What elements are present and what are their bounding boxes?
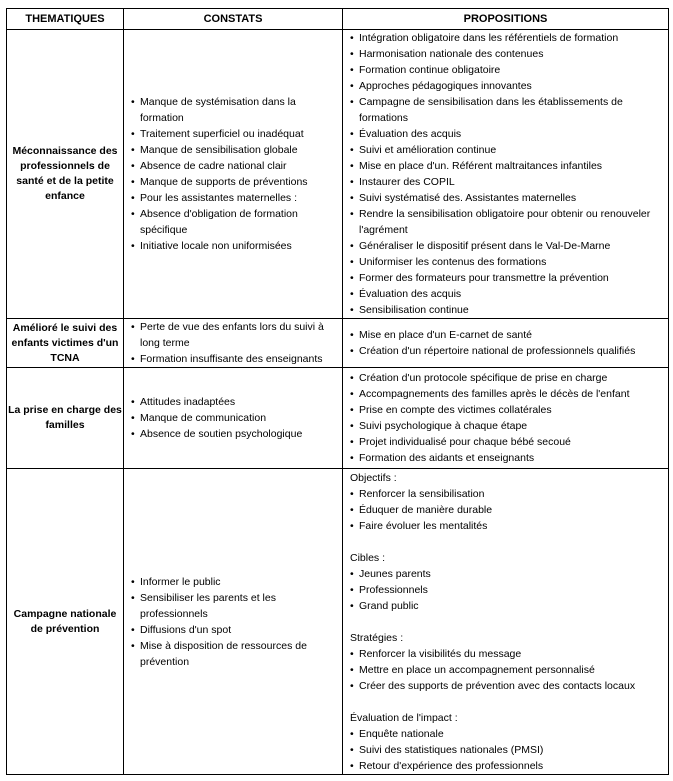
group-title: Stratégies : — [350, 632, 404, 644]
list-item: • Absence d'obligation de formation spécifique — [131, 206, 338, 238]
list-item: • Créer des supports de prévention avec des contacts locaux — [350, 678, 664, 694]
list-item: • Intégration obligatoire dans les référentiels de formation — [350, 30, 664, 46]
list-item: • Absence de cadre national clair — [131, 158, 338, 174]
list-item: • Uniformiser les contenus des formations — [350, 254, 664, 270]
list-item: • Retour d'expérience des professionnels — [350, 758, 664, 774]
propositions-list — [343, 726, 668, 774]
constats-cell — [124, 469, 343, 775]
list-item: • Campagne de sensibilisation dans les établissements de formations — [350, 94, 664, 126]
list-item: • Mise à disposition de ressources de prévention — [131, 638, 338, 670]
constats-cell — [124, 30, 343, 319]
constats-cell — [124, 319, 343, 368]
list-item: • Jeunes parents — [350, 566, 664, 582]
list-item: • Sensibiliser les parents et les professionnels — [131, 590, 338, 622]
list-item: • Initiative locale non uniformisées — [131, 238, 338, 254]
theme-cell: Méconnaissance des professionnels de santé et de la petite enfance — [7, 30, 124, 319]
propositions-cell — [343, 30, 669, 319]
propositions-table — [6, 8, 669, 775]
list-item: • Manque de supports de préventions — [131, 174, 338, 190]
list-item: • Traitement superficiel ou inadéquat — [131, 126, 338, 142]
header-constats: CONSTATS — [124, 9, 343, 30]
list-item: • Suivi des statistiques nationales (PMSI) — [350, 742, 664, 758]
list-item: • Suivi systématisé des. Assistantes maternelles — [350, 190, 664, 206]
propositions-cell — [343, 319, 669, 368]
list-item: • Attitudes inadaptées — [131, 394, 338, 410]
list-item: • Sensibilisation continue — [350, 302, 664, 318]
list-item: • Création d'un protocole spécifique de prise en charge — [350, 370, 664, 386]
list-item: • Projet individualisé pour chaque bébé secoué — [350, 434, 664, 450]
group-strategies — [343, 630, 668, 694]
list-item: • Formation continue obligatoire — [350, 62, 664, 78]
propositions-cell — [343, 368, 669, 469]
header-thematiques: THEMATIQUES — [7, 9, 124, 30]
propositions-list — [343, 327, 668, 359]
list-item: • Enquête nationale — [350, 726, 664, 742]
list-item: • Perte de vue des enfants lors du suivi à long terme — [131, 319, 338, 351]
list-item: • Généraliser le dispositif présent dans le Val-De-Marne — [350, 238, 664, 254]
list-item: • Absence de soutien psychologique — [131, 426, 338, 442]
list-item: • Évaluation des acquis — [350, 286, 664, 302]
list-item: • Renforcer la visibilités du message — [350, 646, 664, 662]
list-item: • Manque de communication — [131, 410, 338, 426]
theme-cell: La prise en charge des familles — [7, 368, 124, 469]
list-item: • Diffusions d'un spot — [131, 622, 338, 638]
constats-list — [124, 94, 342, 254]
list-item: • Mise en place d'un E-carnet de santé — [350, 327, 664, 343]
group-evaluation — [343, 710, 668, 774]
constats-list — [124, 574, 342, 670]
table-row — [7, 368, 669, 469]
theme-cell: Amélioré le suivi des enfants victimes d'un TCNA — [7, 319, 124, 368]
constats-list — [124, 319, 342, 367]
list-item: • Professionnels — [350, 582, 664, 598]
propositions-cell — [343, 469, 669, 775]
list-item: • Accompagnements des familles après le décès de l'enfant — [350, 386, 664, 402]
list-item: • Former des formateurs pour transmettre la prévention — [350, 270, 664, 286]
group-objectifs — [343, 470, 668, 534]
table-row — [7, 319, 669, 368]
propositions-list — [343, 566, 668, 614]
list-item: • Manque de sensibilisation globale — [131, 142, 338, 158]
list-item: • Informer le public — [131, 574, 338, 590]
list-item: • Approches pédagogiques innovantes — [350, 78, 664, 94]
list-item: • Évaluation des acquis — [350, 126, 664, 142]
list-item: • Manque de systémisation dans la formation — [131, 94, 338, 126]
group-title: Cibles : — [350, 552, 386, 564]
list-item: • Instaurer des COPIL — [350, 174, 664, 190]
list-item: • Grand public — [350, 598, 664, 614]
list-item: • Pour les assistantes maternelles : — [131, 190, 338, 206]
list-item: • Éduquer de manière durable — [350, 502, 664, 518]
list-item: • Formation des aidants et enseignants — [350, 450, 664, 466]
propositions-list — [343, 370, 668, 466]
group-cibles — [343, 550, 668, 614]
list-item: • Suivi psychologique à chaque étape — [350, 418, 664, 434]
list-item: • Mise en place d'un. Référent maltraitances infantiles — [350, 158, 664, 174]
group-title: Évaluation de l'impact : — [350, 712, 458, 724]
list-item: • Harmonisation nationale des contenues — [350, 46, 664, 62]
list-item: • Création d'un répertoire national de professionnels qualifiés — [350, 343, 664, 359]
propositions-list — [343, 486, 668, 534]
table-row — [7, 469, 669, 775]
list-item: • Formation insuffisante des enseignants — [131, 351, 338, 367]
group-title: Objectifs : — [350, 472, 397, 484]
table-row — [7, 30, 669, 319]
list-item: • Rendre la sensibilisation obligatoire pour obtenir ou renouveler l'agrément — [350, 206, 664, 238]
list-item: • Faire évoluer les mentalités — [350, 518, 664, 534]
constats-list — [124, 394, 342, 442]
constats-cell — [124, 368, 343, 469]
list-item: • Renforcer la sensibilisation — [350, 486, 664, 502]
header-row — [7, 9, 669, 30]
propositions-list — [343, 30, 668, 318]
list-item: • Suivi et amélioration continue — [350, 142, 664, 158]
list-item: • Prise en compte des victimes collatérales — [350, 402, 664, 418]
header-propositions: PROPOSITIONS — [343, 9, 669, 30]
propositions-list — [343, 646, 668, 694]
list-item: • Mettre en place un accompagnement personnalisé — [350, 662, 664, 678]
theme-cell: Campagne nationale de prévention — [7, 469, 124, 775]
